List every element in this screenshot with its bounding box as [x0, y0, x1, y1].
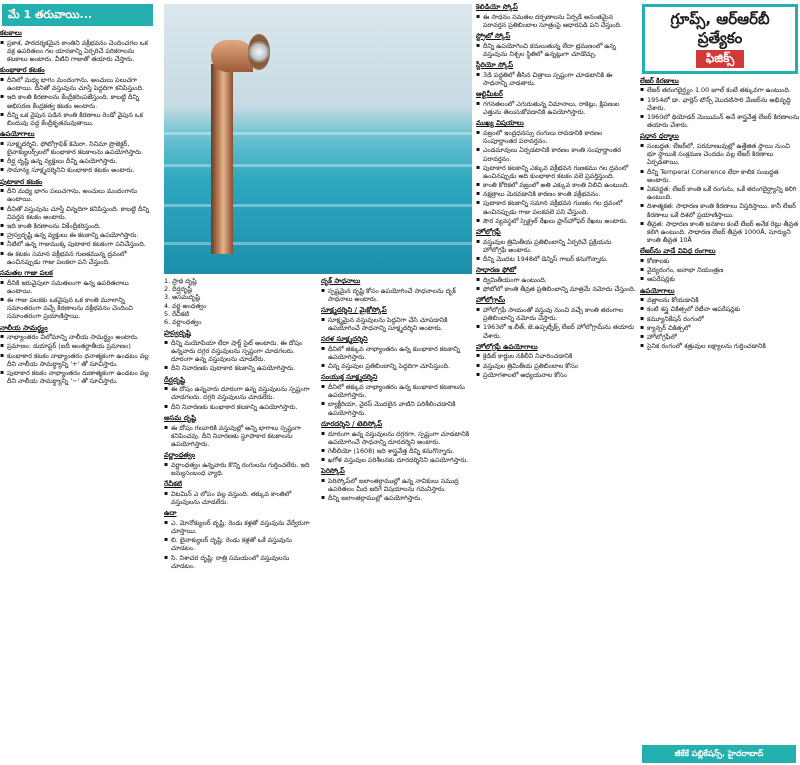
bullet-item: ▪ సామాన్య సూక్ష్మదర్శినిని కుంభాకార కటకం అంటారు.	[0, 166, 155, 174]
bullet-item: ▪ ఖగోళ వస్తువుల పరిశీలనకు దూరదర్శినిని ఉపయోగిస్తారు.	[321, 456, 472, 464]
column-3-body	[476, 3, 636, 379]
section-heading: స్టీరియో స్కోప్	[476, 61, 514, 70]
bullet-item: ▪ వైద్యరంగం, జనాభా నియంత్రణ	[640, 266, 800, 274]
bullet-item: ▪ లేజర్ తరంగదైర్ఘ్యం 1.00 జూల్ కంటే తక్కువగా ఉంటుంది.	[640, 86, 800, 94]
bullet-item: ▪ సైనిక రంగంలో శత్రువుల లక్ష్యాలను గుర్తించడానికి	[640, 342, 800, 350]
section-heading: దూరదర్శిని / టెలిస్కోప్	[321, 419, 383, 428]
bullet-item: ▪ ఈ సాధనం సమతల దర్పణాలను ఏర్పడే అనంతమైన పరావర్తన ప్రతిబింబాల సూత్రంపై ఆధారపడి పని చేస్తుంది.	[476, 13, 636, 29]
bullet-item: ▪ ఈ కటకం సమాన వక్రీభవన గుణకమున్న ద్రవంలో ఉంచినప్పుడు గాజు పలకలా పని చేస్తుంది.	[0, 250, 155, 266]
legend-item: 3. అసమదృష్టి	[164, 293, 200, 302]
column-1	[0, 0, 155, 765]
column-2-subcolumns	[164, 274, 472, 571]
column-1-body	[0, 29, 155, 385]
section-heading: దృక్ సాధనాలు	[321, 277, 361, 285]
bullet-item: ▪ బి. బైనాక్యులర్ దృష్టి: రెండు కళ్లతో ఒకే వస్తువును చూడటం.	[164, 536, 315, 552]
section-heading: హ్రస్వదృష్టి	[164, 329, 191, 338]
bullet-item: ▪ వజ్రాలను కోయడానికి	[640, 296, 800, 304]
bullet-item: ▪ సి. నిశాచర దృష్టి: రాత్రి సమయంలో వస్తువులను చూడటం.	[164, 554, 315, 570]
section-heading: ప్రధాన ధర్మాలు	[640, 132, 679, 141]
bullet-item: ▪ 1960లో థియోడర్ మెయిమన్ అనే శాస్త్రవేత్త లేజర్ కిరణాలను తయారు చేశారు.	[640, 113, 800, 129]
section-heading: కెలిడియో స్కోప్	[476, 3, 518, 11]
section-heading: కుంభాకార కటకం	[0, 66, 45, 75]
bullet-item: ▪ ద్విమితీయంగా ఉంటుంది.	[476, 276, 636, 284]
section-heading: దీర్ఘదృష్టి	[164, 375, 186, 384]
bullet-item: ▪ ప్రయోగశాలలో అధ్యయనాల కోసం	[476, 371, 636, 379]
column-4	[640, 0, 800, 765]
section-heading: సూక్ష్మదర్శిని / మైక్రోస్కోప్	[321, 306, 387, 315]
bullet-item: ▪ ఆపరేషన్లకు	[640, 275, 800, 283]
bullet-item: ▪ దిశాత్మకత: సాధారణ కాంతి కిరణాలు విస్తరిస్తాయి. కానీ లేజర్ కిరణాలు ఒకే దిశలో ప్రయాణిస్తాయి.	[640, 202, 800, 218]
column-2-right-body	[321, 277, 472, 503]
bullet-item: ▪ ఈ దోషం ఉన్నవారు దూరంగా ఉన్న వస్తువులను స్పష్టంగా చూడగలరు. దగ్గరి వస్తువులను చూడలేరు.	[164, 385, 315, 401]
bullet-item: ▪ పుటాకార కటకాన్ని ఎక్కువ వక్రీభవన గుణకము గల ద్రవంలో ఉంచినప్పుడు అది కుంభాకార కటకం వలె ప్రవర్తిస్తుంది.	[476, 164, 636, 180]
bullet-item: ▪ ఏకవర్ణత: లేజర్ కాంతి ఒకే రంగును, ఒకే తరంగదైర్ఘ్యాన్ని కలిగి ఉంటుంది.	[640, 185, 800, 201]
bullet-item: ▪ గెలీలియో (1608) ఇది శాస్త్రవేత్త దీన్ని కనుగొన్నారు.	[321, 447, 472, 455]
bullet-item: ▪ దీని మధ్య భాగం పలుచగాను, అంచులు మందంగాను ఉంటాయి.	[0, 187, 155, 203]
periscope-elbow	[211, 40, 253, 72]
column-2	[164, 0, 472, 765]
feature-title-box	[642, 4, 798, 74]
section-heading: రేచీకటి	[164, 480, 183, 489]
bullet-item: ▪ నీటిలో ఉన్న గాజుముక్క పుటాకార కటకంగా పనిచేస్తుంది.	[0, 240, 155, 248]
bullet-item: ▪ ఎ. మోనోక్యులర్ దృష్టి: రెండు కళ్లతో వస్తువును వేర్వేరుగా చూస్తాయి.	[164, 519, 315, 535]
bullet-item: ▪ దీన్ని ఒక వైపున పడిన కాంతి కిరణాలు రెండో వైపున ఒక బిందువు వద్ద కేంద్రీకృతమవుతాయి.	[0, 111, 155, 127]
bullet-item: ▪ స్పష్టమైన దృష్టి కోసం ఉపయోగించే సాధనాలను దృక్ సాధనాలు అంటారు.	[321, 287, 472, 303]
bullet-item: ▪ తీవ్రత: సాధారణ కాంతి జనకాల కంటే లేజర్ అనేక రెట్లు తీవ్రత కలిగి ఉంటుంది. సాధారణ లేజర్ తీవ్రత 1000Å, సూర్యుని కాంతి తీవ్రత 10Å	[640, 220, 800, 245]
bullet-item: ▪ దీన్ని జలాంతర్గాముల్లో ఉపయోగిస్తారు.	[321, 494, 472, 502]
bullet-item: ▪ ఈ దోషం గలవారికి వస్తువుల్లో అన్ని భాగాలు స్పష్టంగా కనిపించవు. దీని నివారణకు స్థూపాకార కటకాలను ఉపయోగిస్తారు.	[164, 424, 315, 449]
section-heading: నాలీయ సామర్థ్యం	[0, 323, 48, 332]
bullet-item: ▪ దీనితో వస్తువును చూస్తే చిన్నదిగా కనిపిస్తుంది. కాబట్టి దీన్ని వివర్తన కటకం అంటారు.	[0, 205, 155, 221]
publisher-footer: జీకేకే పబ్లికేషన్స్, హైదరాబాద్	[642, 745, 796, 763]
bullet-item: ▪ దూరంగా ఉన్న వస్తువులను దగ్గరగా, స్పష్టంగా చూడటానికి ఉపయోగించే సాధనాన్ని దూరదర్శిని అంటారు.	[321, 430, 472, 446]
bullet-item: ▪ దీనిలో మధ్య భాగం మందంగాను, అంచులు పలుచగా ఉంటాయి. దీనితో వస్తువును చూస్తే పెద్దదిగా కనిపిస్తుంది.	[0, 76, 155, 92]
bullet-item: ▪ చిన్న వస్తువుల ప్రతిబింబాన్ని పెద్దదిగా చూపిస్తుంది.	[321, 362, 472, 370]
bullet-item: ▪ గగనతలంలో ఎగురుతున్న విమానాలు, రాకెట్లు, క్షిపణుల ఎత్తును తెలుసుకోవడానికి ఉపయోగిస్తారు.	[476, 100, 636, 116]
bullet-item: ▪ పెరిస్కోప్‌లో జలాంతర్గాముల్లో ఉన్న నావికులు సముద్ర ఉపరితలం మీద జరిగే విషయాలను గమనిస్తారు.	[321, 477, 472, 493]
bullet-item: ▪ వస్తువుల త్రిమితీయ ప్రతిబింబాన్ని ఏర్పరిచే ప్రక్రియను హోలోగ్రఫీ అంటారు.	[476, 238, 636, 254]
bullet-item: ▪ హ్రస్వదృష్టి ఉన్న వ్యక్తులు ఈ కటకాన్ని ఉపయోగిస్తారు.	[0, 231, 155, 239]
section-heading: సమతల గాజు పలక	[0, 268, 53, 277]
bullet-item: ▪ దీని నివారణకు పుటాకార కటకాన్ని ఉపయోగిస్తారు.	[164, 364, 315, 372]
section-heading: ఆల్టిమీటర్	[476, 90, 503, 99]
column-2-left	[164, 274, 315, 571]
bullet-item: ▪ పుటాకార కటకాన్ని సమాన వక్రీభవన గుణకం గల ద్రవంలో ఉంచినప్పుడు గాజు పలకవలె పని చేస్తుంది.	[476, 199, 636, 215]
section-heading: హోలోగ్రఫీ	[476, 228, 501, 236]
column-2-right	[321, 274, 472, 571]
column-4-body	[640, 77, 800, 351]
bullet-item: ▪ పుటాకార కటకం నాభ్యాంతరం రుణాత్మకంగా ఉండటం వల్ల దీని నాలీయ సామర్థ్యాన్ని '−' తో సూచిస్తారు.	[0, 369, 155, 385]
bullet-item: ▪ ఈ గాజు పలకకు ఒకవైపున ఒక కాంతి మూలాన్ని సమాంతరంగా వచ్చే కిరణాలను వక్రీభవనం చెందించి సమాంతరంగా ప్రయాణిస్తాయి.	[0, 296, 155, 321]
bullet-item: ▪ దీర్ఘ దృష్టి ఉన్న వ్యక్తులు దీన్ని ఉపయోగిస్తారు.	[0, 157, 155, 165]
bullet-item: ▪ సంబద్ధత: లేజర్‌లో, పరమాణువుల్లో ఉత్తేజిత స్థాయి నుంచి భూ స్థాయికి సంక్రమణ చెందడం వల్ల లేజర్ కిరణాలు ఏర్పడతాయి.	[640, 142, 800, 167]
bullet-item: ▪ ఇది కాంతి కిరణాలను కేంద్రీకరింపజేస్తుంది. కాబట్టి దీన్ని అభిసరణ కేంద్రకత్వ కటకం అంటారు.	[0, 93, 155, 109]
bullet-item: ▪ నక్షత్రాలు మెరవడానికి కారణం కాంతి వక్రీభవనం.	[476, 190, 636, 198]
bullet-item: ▪ దీన్ని మొదట 1948లో డెన్నిస్ గాబర్ కనుగొన్నారు.	[476, 255, 636, 263]
section-heading: హోలోగ్రఫీ ఉపయోగాలు	[476, 342, 538, 351]
column-2-left-body	[164, 329, 315, 570]
bullet-item: ▪ 3డి పద్ధతిలో తీసిన చిత్రాలు స్పష్టంగా చూడటానికి ఈ సాధనాన్ని వాడతారు.	[476, 71, 636, 87]
section-heading: వర్ణాంధత్వం	[164, 451, 196, 460]
section-heading: లేజర్ కిరణాలు	[640, 76, 679, 85]
bullet-item: ▪ దీన్ని మయోపియా లేదా షార్ట్ సైట్ అంటారు. ఈ దోషం ఉన్నవారు దగ్గర వస్తువులను స్పష్టంగా చూడగలరు. దూరంగా ఉన్న వస్తువులను చూడలేరు.	[164, 339, 315, 364]
section-heading: సరళ సూక్ష్మదర్శిని	[321, 335, 368, 344]
bullet-item: ▪ క్యాన్సర్ చికిత్సలో	[640, 324, 800, 332]
bullet-item: ▪ వస్తువుల త్రిమితీయ ప్రతిబింబాల కోసం	[476, 362, 636, 370]
subject-label: ఫిజిక్స్	[696, 50, 744, 67]
bullet-item: ▪ దీనికి ఇరువైపులా సమతలంగా ఉన్న ఉపరితలాలు ఉంటాయి.	[0, 279, 155, 295]
bullet-item: ▪ వర్ణాంధత్వం ఉన్నవారు కొన్ని రంగులను గుర్తించలేరు. ఇది జన్యుసంబంధ వ్యాధి.	[164, 461, 315, 477]
eye-defects-legend	[164, 277, 315, 326]
bullet-item: ▪ ఫోటోలో కాంతి తీవ్రత ప్రతిబింబాన్ని మాత్రమే నమోదు చేస్తుంది.	[476, 285, 636, 293]
bullet-item: ▪ నాభ్యాంతరం విలోమాన్ని నాలీయ సామర్థ్యం అంటారు.	[0, 333, 155, 341]
section-heading: హోలోగ్రామ్	[476, 296, 506, 305]
legend-item: 1. ప్రాథ దృష్టి	[164, 277, 197, 285]
bullet-item: ▪ కుంభాకార కటకం నాభ్యాంతరం ధనాత్మకంగా ఉండటం వల్ల దీని నాలీయ సామర్థ్యాన్ని '+' తో సూచిస్తారు.	[0, 352, 155, 368]
bullet-item: ▪ సౌర వ్యవస్థలో స్పెక్ట్రల్ రేఖలు ఫ్రాన్‌హోఫర్ రేఖలు అంటారు.	[476, 217, 636, 225]
bullet-item: ▪ ప్రకాశ, పారదర్శకమైన కాంతిని వక్రీభవనం చెందించగల ఒక వక్ర ఉపరితలం గల యానకాన్ని ఏర్పరిచే పరికరాలను కటకాలు అంటారు. వీటిని గాజుతో తయారు చేస్తారు.	[0, 39, 155, 64]
bullet-item: ▪ సూక్ష్మదర్శిని, ఫోటోగ్రాఫిక్ కెమెరా, సినిమా ప్రొజెక్టర్, బైనాక్యులర్స్‌లలో కుంభాకార కటకాలను ఉపయోగిస్తారు.	[0, 140, 155, 156]
bullet-item: ▪ దీన్ని ఉపయోగించి కదులుతున్న లేదా భ్రమణంలో ఉన్న వస్తువును నిశ్చల స్థితిలో ఉన్నట్లుగా చూడొచ్చు.	[476, 42, 636, 58]
bullet-item: ▪ కంటి శస్త్ర చికిత్సలో రెటీనా ఆపరేషన్లకు	[640, 305, 800, 313]
periscope-illustration	[164, 4, 472, 274]
bullet-item: ▪ 1954లో డా. ఛార్లెస్ టౌన్స్ మొదటిసారి మేజర్‌ను అభివృద్ధి చేశారు.	[640, 96, 800, 112]
bullet-item: ▪ విటమిన్ ఎ లోపం వల్ల వస్తుంది. తక్కువ కాంతిలో వస్తువులను చూడలేరు.	[164, 490, 315, 506]
bullet-item: ▪ దీని నివారణకు కుంభాకార కటకాన్ని ఉపయోగిస్తారు.	[164, 403, 315, 411]
bullet-item: ▪ హోలోగ్రఫీలో	[640, 333, 800, 341]
bullet-item: ▪ కోణాలకు	[640, 257, 800, 265]
bullet-item: ▪ క్రెడిట్ కార్డుల నకిలీని నివారించడానికి	[476, 352, 636, 360]
bullet-item: ▪ ఎండమావులు ఏర్పడటానికి కారణం కాంతి సంపూర్ణాంతర పరావర్తనం.	[476, 146, 636, 162]
bullet-item: ▪ ప్రమాణం: డయాప్టర్ (ఐదీ అంతర్జాతీయ ప్రమాణం)	[0, 342, 155, 350]
legend-item: 2. దీర్ఘదృష్టి	[164, 285, 192, 294]
legend-item: 6. వర్ణాంధత్వం	[164, 317, 202, 326]
section-heading: లేజర్‌ను వాడే వివిధ రంగాలు	[640, 247, 716, 256]
bullet-item: ▪ దీనిలో తక్కువ నాభ్యాంతరం ఉన్న కుంభాకార కటకాలను ఉపయోగిస్తారు.	[321, 383, 472, 399]
column-3	[476, 0, 636, 765]
feature-title: గ్రూప్స్, ఆర్ఆర్‌బీ ప్రత్యేకం	[670, 10, 770, 48]
bullet-item: ▪ 1963లో ఇ.లీత్, జె.ఉప్పట్నీక్స్ లేజర్ హోలోగ్రామ్‌ను తయారు చేశారు.	[476, 323, 636, 339]
section-heading: ఉపయోగాలు	[640, 286, 675, 295]
bullet-item: ▪ ఇది కాంతి కిరణాలను వికేంద్రీకరిస్తుంది.	[0, 222, 155, 230]
bullet-item: ▪ సూక్ష్మమైన వస్తువులను పెద్దవిగా చేసి చూపడానికి ఉపయోగించే సాధనాన్ని సూక్ష్మదర్శిని అంటారు.	[321, 316, 472, 332]
section-heading: సంయుక్త సూక్ష్మదర్శిని	[321, 373, 378, 382]
bullet-item: ▪ కమ్యూనికేషన్ రంగంలో	[640, 315, 800, 323]
bullet-item: ▪ దీన్ని Temperal Coherence లేదా కాలిక సంబద్ధత అంటారు.	[640, 168, 800, 184]
continued-banner: మే 1 తరువాయి...	[2, 4, 153, 26]
bullet-item: ▪ వజ్రంలో ఇంద్రధనస్సు రంగులు రావడానికి కారణం సంపూర్ణాంతర పరావర్తనం.	[476, 129, 636, 145]
section-heading: అసమ దృష్టి	[164, 413, 196, 422]
bullet-item: ▪ దీనిలో తక్కువ నాభ్యాంతరం ఉన్న కుంభాకార కటకాన్ని ఉపయోగిస్తారు.	[321, 345, 472, 361]
section-heading: ముఖ్య విషయాలు	[476, 119, 524, 128]
periscope-tube	[211, 64, 233, 254]
bullet-item: ▪ కాంతి కోరికలో వజ్రంలో అతి ఎక్కువ కాంతి నిలిచి ఉంటుంది.	[476, 181, 636, 189]
section-heading: పుటాకార కటకం	[0, 177, 43, 186]
bullet-item: ▪ హోలోగ్రఫీ సాయంతో వస్తువు నుంచి వచ్చే కాంతి తరంగాల ప్రతిబింబాన్ని నమోదు చేస్తారు.	[476, 306, 636, 322]
section-heading: స్ట్రోబో స్కోప్	[476, 32, 511, 41]
section-heading: పెరిస్కోప్	[321, 467, 345, 476]
bullet-item: ▪ బ్యాక్టీరియా, వైరస్ మొదలైన వాటిని పరిశీలించడానికి ఉపయోగిస్తారు.	[321, 400, 472, 416]
legend-item: 5. రేచీకటి	[164, 309, 190, 318]
section-heading: ఉదా	[164, 509, 177, 518]
periscope-lens	[248, 34, 270, 70]
section-heading: సాధారణ ఫోటో	[476, 266, 517, 275]
legend-item: 4. వర్ణ అంధత్వం	[164, 301, 207, 310]
section-heading: ఉపయోగాలు	[0, 130, 35, 139]
section-heading: కటకాలు	[0, 29, 22, 38]
